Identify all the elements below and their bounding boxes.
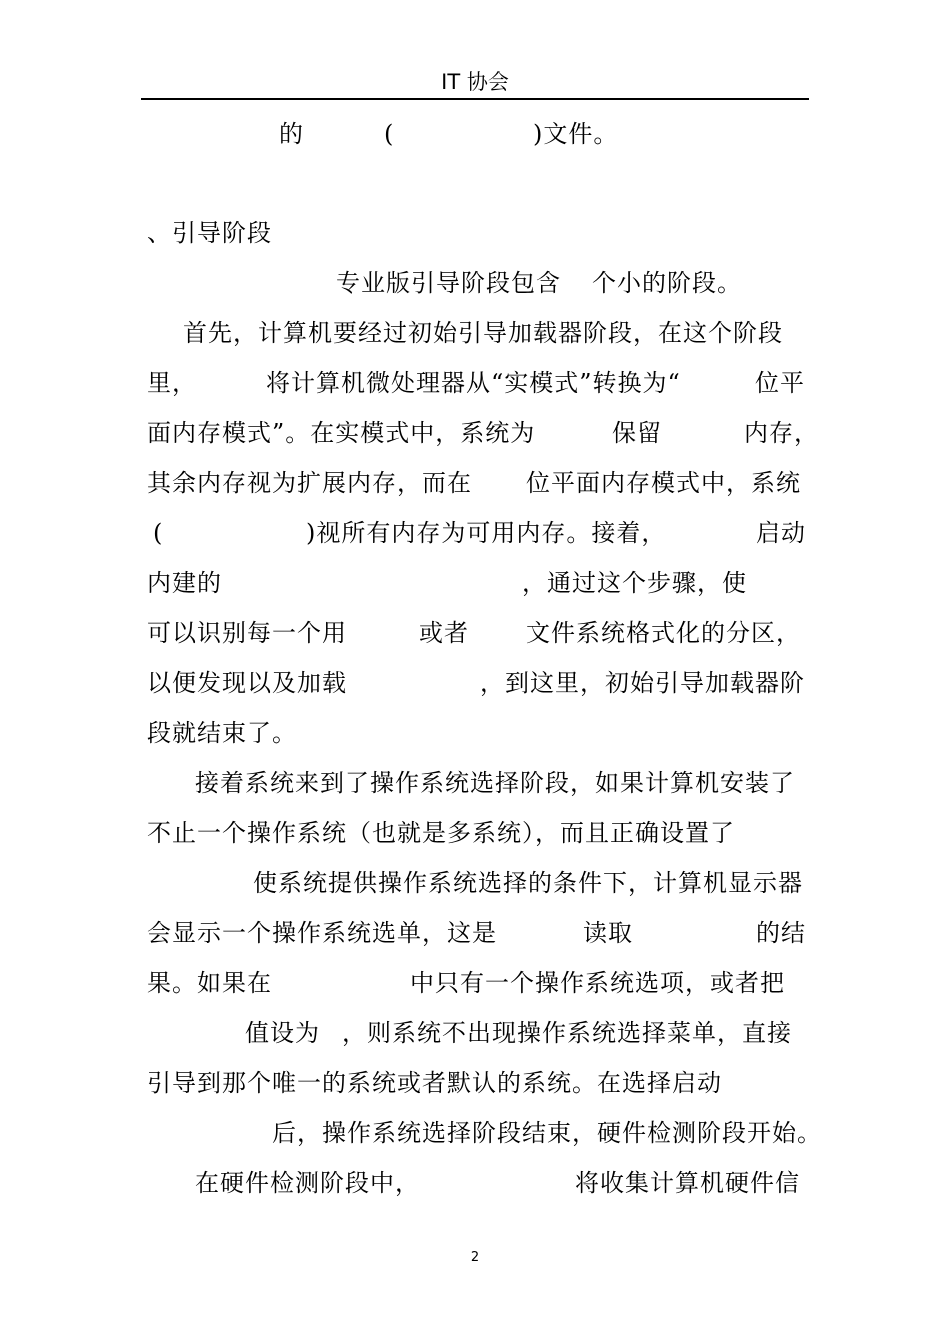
paragraph-line: 后，操作系统选择阶段结束，硬件检测阶段开始。 [272, 1119, 822, 1147]
text-fragment: ，通过这个步骤，使 [522, 569, 747, 597]
text-fragment: ，到这里，初始引导加载器阶 [480, 669, 805, 697]
text-fragment: )文件。 [533, 120, 619, 148]
text-fragment: 或者 [419, 619, 469, 647]
page-header: IT 协会 [441, 70, 509, 94]
text-fragment: 值设为 [245, 1019, 320, 1047]
text-fragment: 会显示一个操作系统选单，这是 [147, 919, 497, 947]
text-fragment: 个小的阶段。 [592, 269, 742, 297]
text-fragment: 读取 [583, 919, 633, 947]
text-fragment: 里， [147, 369, 197, 397]
text-fragment: ，则系统不出现操作系统选择菜单，直接 [342, 1019, 792, 1047]
text-fragment: 其余内存视为扩展内存，而在 [147, 469, 472, 497]
text-fragment: 文件系统格式化的分区， [526, 619, 801, 647]
text-fragment: 以便发现以及加载 [147, 669, 347, 697]
text-fragment: 内建的 [147, 569, 222, 597]
text-fragment: 位平 [755, 369, 805, 397]
section-heading: 、引导阶段 [147, 219, 272, 247]
text-fragment: 的结 [756, 919, 806, 947]
text-fragment: 果。如果在 [147, 969, 272, 997]
text-fragment: ( [384, 120, 395, 148]
header-rule [141, 98, 809, 100]
text-fragment: 的 [279, 120, 304, 148]
text-fragment: 中只有一个操作系统选项，或者把 [410, 969, 785, 997]
paragraph-line: 不止一个操作系统（也就是多系统），而且正确设置了 [147, 819, 735, 847]
text-fragment: 面内存模式”。在实模式中，系统为 [147, 419, 536, 447]
text-fragment: 段就结束了。 [147, 719, 297, 747]
text-fragment: 启动 [756, 519, 806, 547]
text-fragment: 保留 [612, 419, 662, 447]
text-fragment: 将计算机微处理器从“实模式”转换为“ [266, 369, 681, 397]
paragraph-line: 首先，计算机要经过初始引导加载器阶段，在这个阶段 [183, 319, 783, 347]
text-fragment: ( [153, 519, 164, 547]
paragraph-line: 接着系统来到了操作系统选择阶段，如果计算机安装了 [195, 769, 795, 797]
text-fragment: 内存， [744, 419, 819, 447]
text-fragment: 位平面内存模式中，系统 [526, 469, 801, 497]
text-fragment: 可以识别每一个用 [147, 619, 347, 647]
text-fragment: )视所有内存为可用内存。接着， [306, 519, 667, 547]
paragraph-line: 使系统提供操作系统选择的条件下，计算机显示器 [253, 869, 803, 897]
paragraph-line: 引导到那个唯一的系统或者默认的系统。在选择启动 [147, 1069, 722, 1097]
text-fragment: 在硬件检测阶段中， [195, 1169, 420, 1197]
text-fragment: 专业版引导阶段包含 [336, 269, 561, 297]
text-fragment: 将收集计算机硬件信 [575, 1169, 800, 1197]
page-number: 2 [470, 1250, 480, 1265]
